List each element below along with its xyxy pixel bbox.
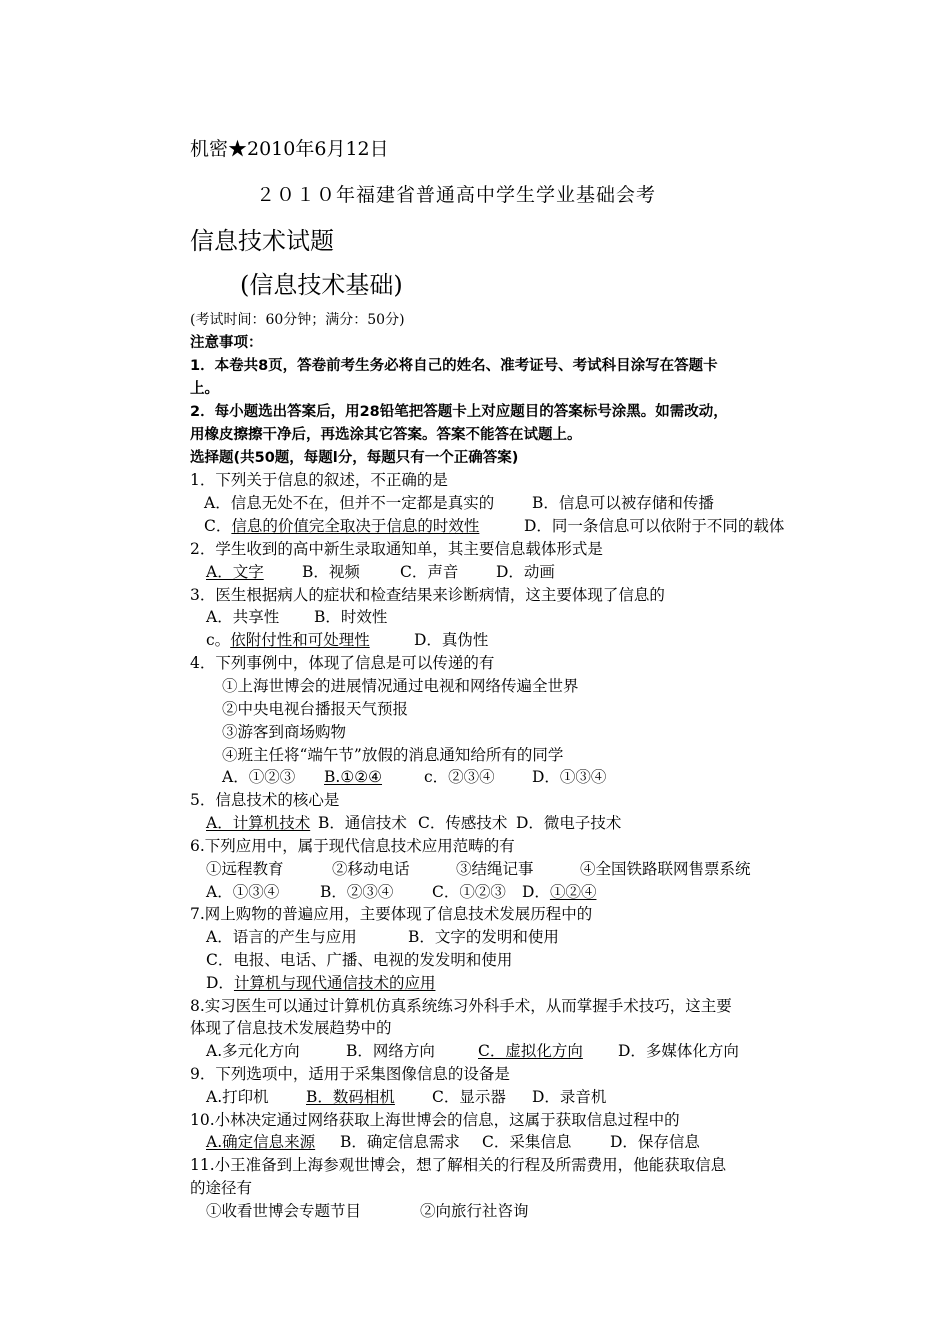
q1-option-a: A．信息无处不在，但并不一定都是真实的 [204,494,495,512]
q6-item-2: ②移动电话 [332,860,410,878]
q9-option-d: D．录音机 [532,1088,607,1106]
q7-option-d [206,973,435,993]
q2-option-a: A．文字 [206,563,264,581]
q4-stem: 4．下列事例中，体现了信息是可以传递的有 [190,654,495,672]
q10-option-c: C．采集信息 [482,1133,572,1151]
q11-item-2: ②向旅行社咨询 [420,1202,529,1220]
q2-option-b: B．视频 [302,563,360,581]
q7-option-d-prefix: D． [206,974,234,992]
q2-option-c: C．声音 [400,563,459,581]
q4-option-c: c．②③④ [424,768,495,786]
note-1-line-1: 1．本卷共8页，答卷前考生务必将自己的姓名、准考证号、考试科目涂写在答题卡 [190,358,718,374]
q6-stem: 6.下列应用中，属于现代信息技术应用范畴的有 [190,837,515,855]
q6-item-3: ③结绳记事 [456,860,534,878]
q3-option-c-prefix: c。 [206,631,231,649]
subject-subtitle: (信息技术基础) [240,271,403,299]
q8-option-c: C．虚拟化方向 [478,1042,583,1060]
q5-option-c: C．传感技术 [418,814,508,832]
q6-option-c: C．①②③ [432,883,506,901]
q10-option-a: A.确定信息来源 [206,1133,316,1151]
note-2-line-1: 2．每小题选出答案后，用28铅笔把答题卡上对应题目的答案标号涂黑。如需改动， [190,404,728,420]
q10-stem: 10.小林决定通过网络获取上海世博会的信息，这属于获取信息过程中的 [190,1111,680,1129]
q3-option-d: D．真伪性 [414,631,489,649]
confidential-date: 机密★2010年6月12日 [190,138,389,160]
q4-item-4: ④班主任将“端午节”放假的消息通知给所有的同学 [222,746,564,764]
q8-stem-line-2: 体现了信息技术发展趋势中的 [190,1019,392,1037]
q6-option-d-prefix: D． [522,883,550,901]
q6-option-a: A．①③④ [206,883,280,901]
q7-option-d-text: 计算机与现代通信技术的应用 [233,974,436,992]
q10-option-d: D．保存信息 [610,1133,700,1151]
q6-option-d-text: ①②④ [549,883,597,901]
q10-option-b: B．确定信息需求 [340,1133,460,1151]
q8-option-b: B．网络方向 [346,1042,435,1060]
q9-option-c: C．显示器 [432,1088,506,1106]
q4-item-2: ②中央电视台播报天气预报 [222,700,409,718]
q11-stem-line-1: 11.小王准备到上海参观世博会，想了解相关的行程及所需费用，他能获取信息 [190,1156,727,1174]
q7-option-c: C．电报、电话、广播、电视的发发明和使用 [206,951,513,969]
q4-option-a: A．①②③ [222,768,296,786]
q6-option-d [522,882,596,902]
q2-option-d: D．动画 [496,563,555,581]
q6-item-4: ④全国铁路联网售票系统 [580,860,751,878]
q11-stem-line-2: 的途径有 [190,1179,253,1197]
q7-option-a: A．语言的产生与应用 [206,928,357,946]
subject-title: 信息技术试题 [190,227,334,255]
q1-option-c-text: 信息的价值完全取决于信息的时效性 [231,517,480,535]
section-heading: 选择题(共50题，每题l分，每题只有一个正确答案) [190,450,519,466]
q5-option-a: A．计算机技术 [206,814,311,832]
q5-stem: 5．信息技术的核心是 [190,791,340,809]
q8-stem-line-1: 8.实习医生可以通过计算机仿真系统练习外科手术，从而掌握手术技巧，这主要 [190,997,732,1015]
q1-option-c-prefix: C． [204,517,232,535]
q7-stem: 7.网上购物的普遍应用，主要体现了信息技术发展历程中的 [190,905,593,923]
notes-heading: 注意事项： [190,335,263,351]
q1-option-b: B．信息可以被存储和传播 [532,494,714,512]
q3-option-c-text: 依附付性和可处理性 [230,631,370,649]
q9-option-b: B．数码相机 [306,1088,395,1106]
q3-stem: 3．医生根据病人的症状和检查结果来诊断病情，这主要体现了信息的 [190,586,665,604]
exam-title: ２０１０年福建省普通高中学生学业基础会考 [256,184,657,206]
note-2-line-2: 用橡皮擦擦干净后，再选涂其它答案。答案不能答在试题上。 [190,427,582,443]
q1-option-c [204,516,479,536]
q4-item-1: ①上海世博会的进展情况通过电视和网络传遍全世界 [222,677,579,695]
q3-option-b: B．时效性 [314,608,388,626]
q6-option-b: B．②③④ [320,883,394,901]
q1-stem: 1．下列关于信息的叙述，不正确的是 [190,471,448,489]
q5-option-d: D．微电子技术 [516,814,622,832]
q3-option-c [206,630,370,650]
q3-option-a: A．共享性 [206,608,280,626]
time-info: (考试时间：60分钟；满分：50分) [190,312,405,328]
q9-stem: 9．下列选项中，适用于采集图像信息的设备是 [190,1065,510,1083]
q7-option-b: B．文字的发明和使用 [408,928,559,946]
q9-option-a: A.打印机 [206,1088,269,1106]
q4-option-b: B.①②④ [324,768,383,786]
note-1-line-2: 上。 [190,381,219,397]
q4-item-3: ③游客到商场购物 [222,723,347,741]
q2-stem: 2．学生收到的高中新生录取通知单，其主要信息载体形式是 [190,540,603,558]
q8-option-a: A.多元化方向 [206,1042,300,1060]
q8-option-d: D．多媒体化方向 [618,1042,739,1060]
q5-option-b: B．通信技术 [318,814,407,832]
q11-item-1: ①收看世博会专题节目 [206,1202,362,1220]
q6-item-1: ①远程教育 [206,860,284,878]
q4-option-d: D．①③④ [532,768,607,786]
q1-option-d: D．同一条信息可以依附于不同的载体 [524,517,785,535]
